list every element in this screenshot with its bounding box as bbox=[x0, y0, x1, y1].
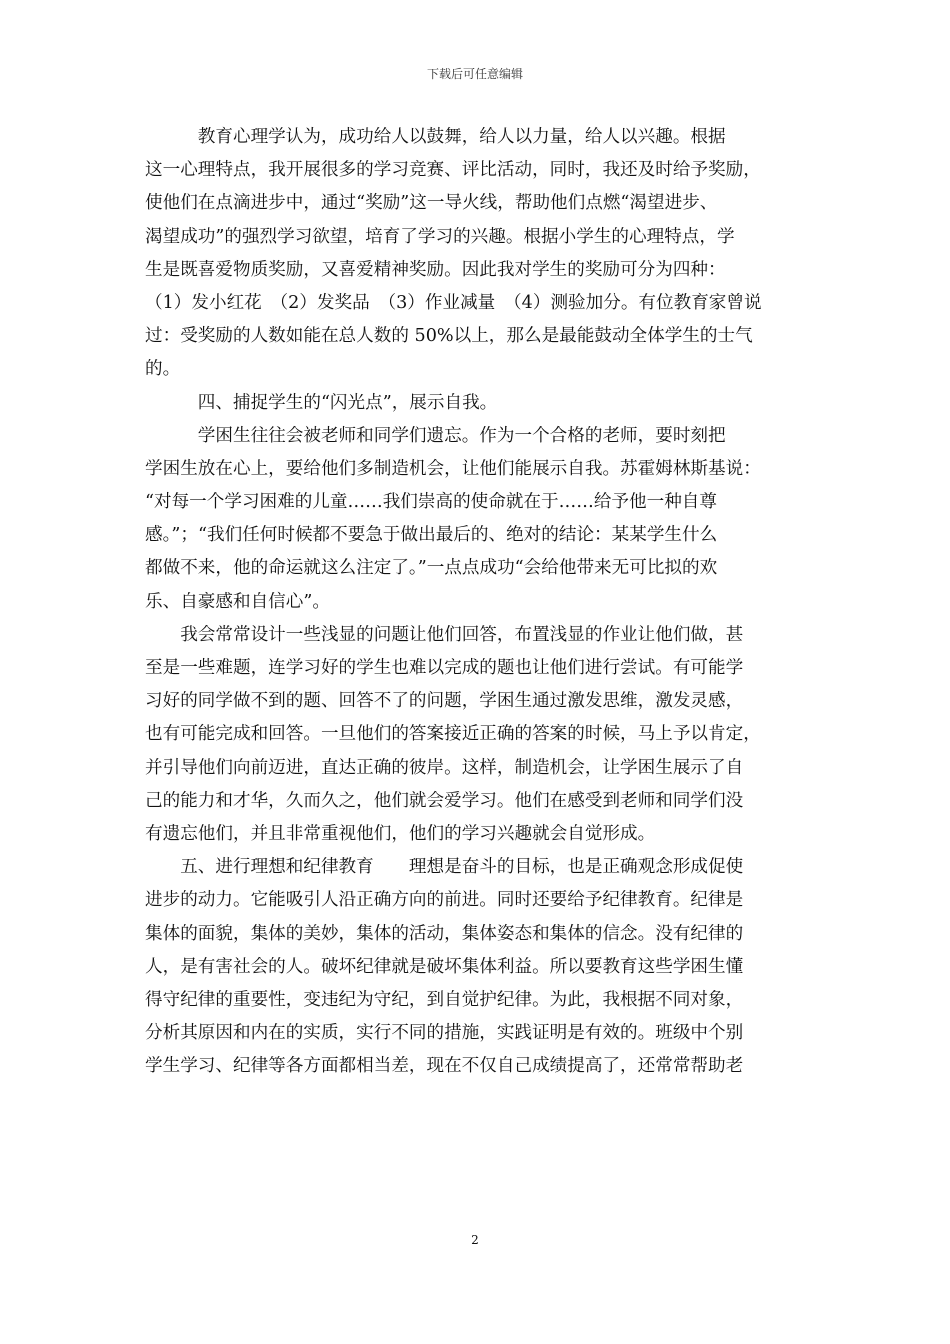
text-line: 乐、自豪感和自信心”。 bbox=[145, 591, 330, 612]
text-line: 习好的同学做不到的题、回答不了的问题，学困生通过激发思维，激发灵感， bbox=[145, 691, 744, 712]
text-line: 这一心理特点，我开展很多的学习竞赛、评比活动，同时，我还及时给予奖励， bbox=[145, 160, 761, 181]
text-line: 进步的动力。它能吸引人沿正确方向的前进。同时还要给予纪律教育。纪律是 bbox=[145, 890, 744, 911]
text-line: 人，是有害社会的人。破坏纪律就是破坏集体利益。所以要教育这些学困生懂 bbox=[145, 956, 744, 977]
page-header: 下载后可任意编辑 bbox=[426, 67, 523, 81]
text-line: 使他们在点滴进步中，通过“奖励”这一导火线，帮助他们点燃“渴望进步、 bbox=[145, 193, 718, 214]
text-line: 学困生往往会被老师和同学们遗忘。作为一个合格的老师，要时刻把 bbox=[145, 425, 726, 446]
text-line: 学困生放在心上，要给他们多制造机会，让他们能展示自我。苏霍姆林斯基说： bbox=[145, 458, 761, 479]
text-line: 感。”；“我们任何时候都不要急于做出最后的、绝对的结论：某某学生什么 bbox=[145, 525, 718, 546]
text-line: 并引导他们向前迈进，直达正确的彼岸。这样，制造机会，让学困生展示了自 bbox=[145, 757, 744, 778]
text-line: 己的能力和才华，久而久之，他们就会爱学习。他们在感受到老师和同学们没 bbox=[145, 790, 744, 811]
text-line: （1）发小红花 （2）发奖品 （3）作业减量 （4）测验加分。有位教育家曾说 bbox=[145, 292, 762, 313]
text-line: 也有可能完成和回答。一旦他们的答案接近正确的答案的时候，马上予以肯定， bbox=[145, 724, 761, 745]
text-line: 集体的面貌，集体的美妙，集体的活动，集体姿态和集体的信念。没有纪律的 bbox=[145, 923, 744, 944]
text-line: 我会常常设计一些浅显的问题让他们回答，布置浅显的作业让他们做，甚 bbox=[145, 624, 744, 645]
text-line: 分析其原因和内在的实质，实行不同的措施，实践证明是有效的。班级中个别 bbox=[145, 1023, 744, 1044]
text-line: 学生学习、纪律等各方面都相当差，现在不仅自己成绩提高了，还常常帮助老 bbox=[145, 1056, 744, 1077]
text-line: 得守纪律的重要性，变违纪为守纪，到自觉护纪律。为此，我根据不同对象， bbox=[145, 989, 744, 1010]
document-body bbox=[145, 121, 810, 1083]
page-number: 2 bbox=[471, 1233, 479, 1247]
text-line: 五、进行理想和纪律教育 理想是奋斗的目标，也是正确观念形成促使 bbox=[145, 857, 744, 878]
text-line: 教育心理学认为，成功给人以鼓舞，给人以力量，给人以兴趣。根据 bbox=[145, 127, 726, 147]
text-line: 生是既喜爱物质奖励，又喜爱精神奖励。因此我对学生的奖励可分为四种： bbox=[145, 259, 726, 280]
text-line: 四、捕捉学生的“闪光点”，展示自我。 bbox=[145, 392, 498, 413]
text-line: 过：受奖励的人数如能在总人数的 50%以上，那么是最能鼓动全体学生的士气 bbox=[145, 326, 753, 347]
text-line: 渴望成功”的强烈学习欲望，培育了学习的兴趣。根据小学生的心理特点，学 bbox=[145, 226, 735, 247]
text-line: 有遗忘他们，并且非常重视他们，他们的学习兴趣就会自觉形成。 bbox=[145, 823, 656, 844]
text-line: “对每一个学习困难的儿童……我们崇高的使命就在于……给予他一种自尊 bbox=[145, 492, 717, 513]
text-line: 的。 bbox=[145, 359, 181, 380]
text-line: 都做不来，他的命运就这么注定了。”一点点成功“会给他带来无可比拟的欢 bbox=[145, 558, 718, 579]
text-line: 至是一些难题，连学习好的学生也难以完成的题也让他们进行尝试。有可能学 bbox=[145, 658, 744, 678]
